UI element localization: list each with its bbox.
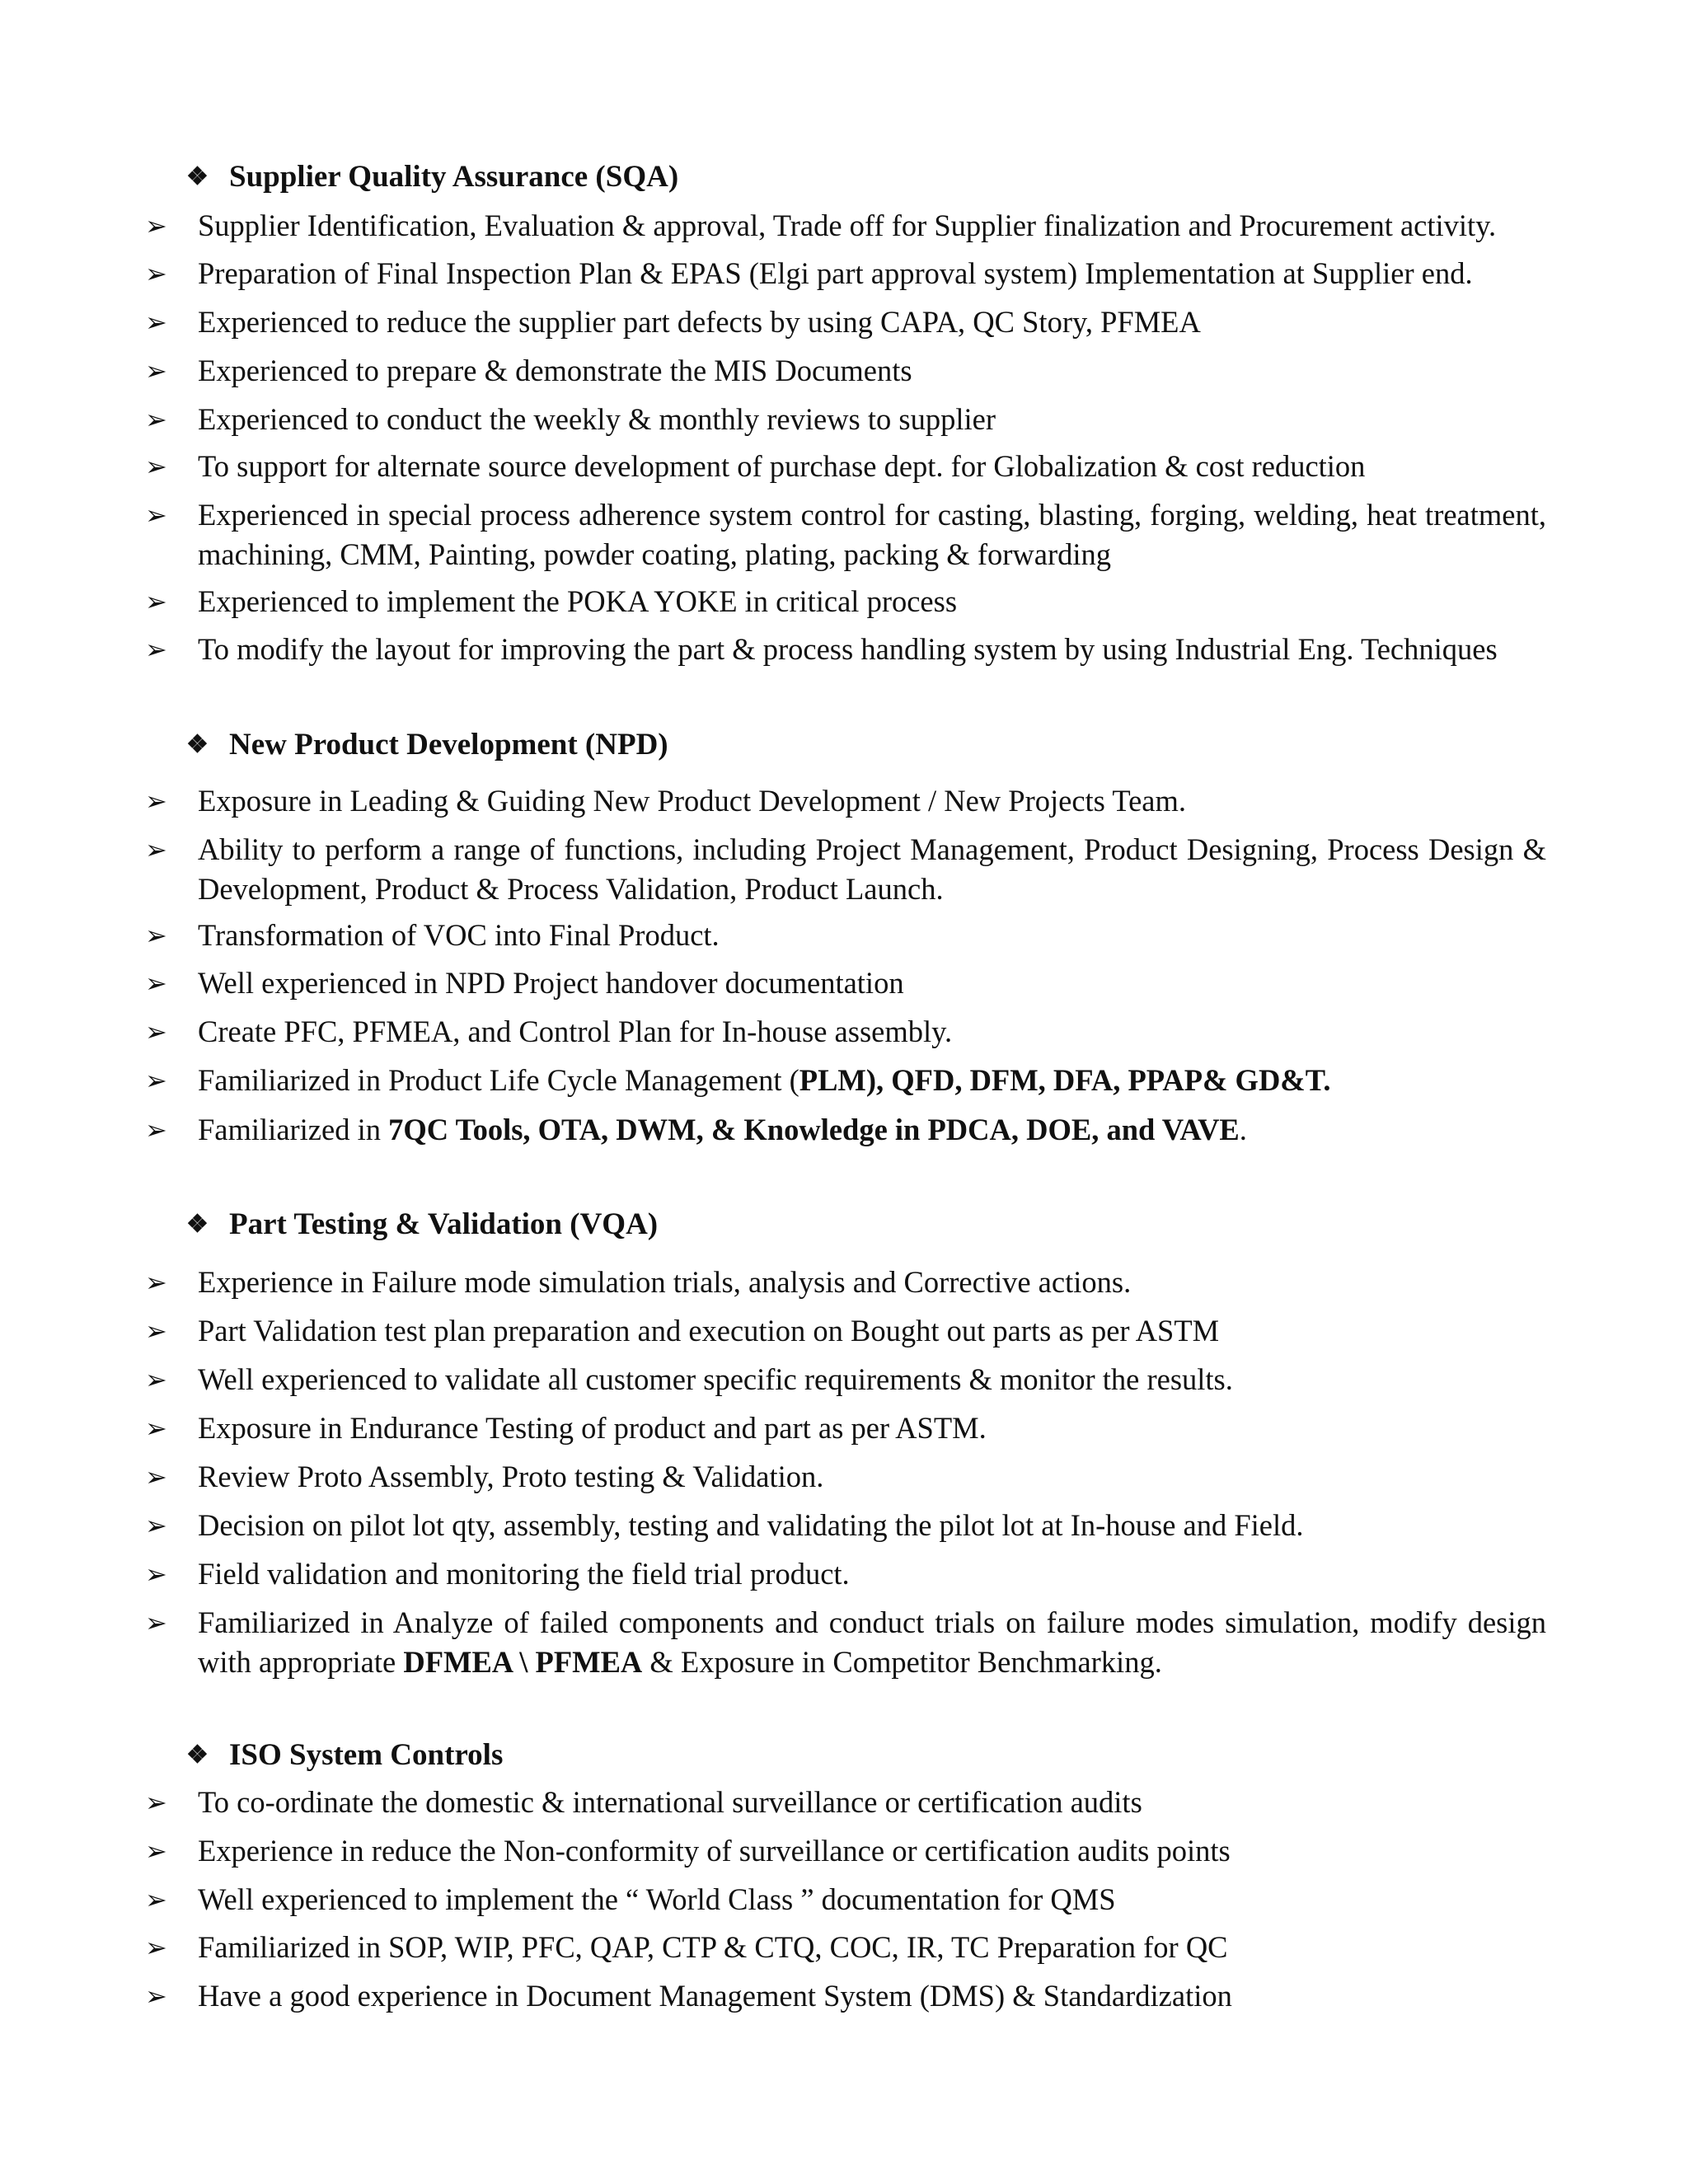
- list-item: ➢ Well experienced to implement the “ World Class ” documentation for QMS: [145, 1880, 1546, 1919]
- list-item: ➢ Exposure in Endurance Testing of product and part as per ASTM.: [145, 1408, 1546, 1448]
- arrow-bullet-icon: ➢: [145, 634, 167, 665]
- diamond-bullet-icon: ❖: [186, 1741, 209, 1769]
- diamond-bullet-icon: ❖: [186, 163, 209, 190]
- list-item: ➢ Ability to perform a range of functions, including Project Management, Product Designing, Process Design & Development, Product & Process Validation, Product Launch.: [145, 830, 1546, 909]
- section-title-npd: New Product Development (NPD): [229, 728, 668, 762]
- list-item: ➢ Review Proto Assembly, Proto testing & Validation.: [145, 1457, 1546, 1497]
- list-item: ➢ Decision on pilot lot qty, assembly, testing and validating the pilot lot at In-house and Field.: [145, 1506, 1546, 1545]
- arrow-bullet-icon: ➢: [145, 1364, 167, 1395]
- list-item: ➢ Preparation of Final Inspection Plan & EPAS (Elgi part approval system) Implementation at Supplier end.: [145, 254, 1546, 293]
- arrow-bullet-icon: ➢: [145, 1114, 167, 1146]
- diamond-bullet-icon: ❖: [186, 1211, 209, 1238]
- diamond-bullet-icon: ❖: [186, 731, 209, 758]
- arrow-bullet-icon: ➢: [145, 355, 167, 387]
- list-item: ➢ Experience in reduce the Non-conformity of surveillance or certification audits points: [145, 1831, 1546, 1871]
- section-title-iso: ISO System Controls: [229, 1738, 504, 1772]
- arrow-bullet-icon: ➢: [145, 499, 167, 531]
- list-item: ➢ Experienced to prepare & demonstrate the MIS Documents: [145, 351, 1546, 391]
- list-item: ➢ Experienced to reduce the supplier part defects by using CAPA, QC Story, PFMEA: [145, 302, 1546, 342]
- list-item: ➢ Transformation of VOC into Final Product.: [145, 916, 1546, 955]
- arrow-bullet-icon: ➢: [145, 1016, 167, 1047]
- list-item: ➢ Exposure in Leading & Guiding New Product Development / New Projects Team.: [145, 781, 1546, 821]
- list-item: ➢ To support for alternate source development of purchase dept. for Globalization & cost reduction: [145, 447, 1546, 486]
- arrow-bullet-icon: ➢: [145, 1884, 167, 1915]
- arrow-bullet-icon: ➢: [145, 920, 167, 951]
- list-item: ➢ Create PFC, PFMEA, and Control Plan for In-house assembly.: [145, 1012, 1546, 1052]
- arrow-bullet-icon: ➢: [145, 404, 167, 435]
- list-item: ➢ Familiarized in Product Life Cycle Management (PLM), QFD, DFM, DFA, PPAP& GD&T.: [145, 1061, 1546, 1100]
- arrow-bullet-icon: ➢: [145, 586, 167, 617]
- section-title-sqa: Supplier Quality Assurance (SQA): [229, 160, 679, 194]
- arrow-bullet-icon: ➢: [145, 1932, 167, 1963]
- list-item: ➢ Well experienced to validate all customer specific requirements & monitor the results.: [145, 1360, 1546, 1399]
- list-item: ➢ Well experienced in NPD Project handover documentation: [145, 963, 1546, 1003]
- list-item: ➢ Familiarized in SOP, WIP, PFC, QAP, CTP & CTQ, COC, IR, TC Preparation for QC: [145, 1928, 1546, 1967]
- list-item: ➢ Familiarized in 7QC Tools, OTA, DWM, & Knowledge in PDCA, DOE, and VAVE.: [145, 1110, 1546, 1150]
- arrow-bullet-icon: ➢: [145, 1065, 167, 1096]
- arrow-bullet-icon: ➢: [145, 307, 167, 338]
- list-item: ➢ To modify the layout for improving the part & process handling system by using Industrial Eng. Techniques: [145, 630, 1546, 669]
- list-item: ➢ Familiarized in Analyze of failed components and conduct trials on failure modes simulation, modify design with appropriate DFMEA \ PFMEA & Exposure in Competitor Benchmarking.: [145, 1603, 1546, 1682]
- list-item: ➢ Part Validation test plan preparation and execution on Bought out parts as per ASTM: [145, 1311, 1546, 1351]
- list-item: ➢ To co-ordinate the domestic & international surveillance or certification audits: [145, 1783, 1546, 1822]
- section-heading-vqa: [186, 1207, 658, 1243]
- arrow-bullet-icon: ➢: [145, 1461, 167, 1493]
- arrow-bullet-icon: ➢: [145, 258, 167, 289]
- section-heading-iso: [186, 1737, 503, 1774]
- arrow-bullet-icon: ➢: [145, 1607, 167, 1638]
- arrow-bullet-icon: ➢: [145, 210, 167, 241]
- arrow-bullet-icon: ➢: [145, 1413, 167, 1444]
- list-item: ➢ Experienced in special process adherence system control for casting, blasting, forging, welding, heat treatment, machining, CMM, Painting, powder coating, plating, packing & forwarding: [145, 495, 1546, 574]
- section-title-vqa: Part Testing & Validation (VQA): [229, 1207, 659, 1241]
- arrow-bullet-icon: ➢: [145, 1267, 167, 1298]
- section-heading-sqa: [186, 159, 678, 195]
- arrow-bullet-icon: ➢: [145, 785, 167, 817]
- list-item: ➢ Field validation and monitoring the field trial product.: [145, 1554, 1546, 1594]
- arrow-bullet-icon: ➢: [145, 1835, 167, 1867]
- arrow-bullet-icon: ➢: [145, 1787, 167, 1818]
- arrow-bullet-icon: ➢: [145, 1315, 167, 1347]
- list-item: ➢ Experience in Failure mode simulation trials, analysis and Corrective actions.: [145, 1263, 1546, 1302]
- list-item: ➢ Experienced to implement the POKA YOKE in critical process: [145, 582, 1546, 621]
- arrow-bullet-icon: ➢: [145, 1510, 167, 1541]
- section-heading-npd: [186, 727, 668, 763]
- list-item: ➢ Supplier Identification, Evaluation & approval, Trade off for Supplier finalization and Procurement activity.: [145, 206, 1546, 246]
- list-item: ➢ Have a good experience in Document Management System (DMS) & Standardization: [145, 1976, 1546, 2016]
- list-item: ➢ Experienced to conduct the weekly & monthly reviews to supplier: [145, 400, 1546, 439]
- arrow-bullet-icon: ➢: [145, 834, 167, 865]
- arrow-bullet-icon: ➢: [145, 1558, 167, 1590]
- arrow-bullet-icon: ➢: [145, 968, 167, 999]
- arrow-bullet-icon: ➢: [145, 1980, 167, 2012]
- arrow-bullet-icon: ➢: [145, 451, 167, 482]
